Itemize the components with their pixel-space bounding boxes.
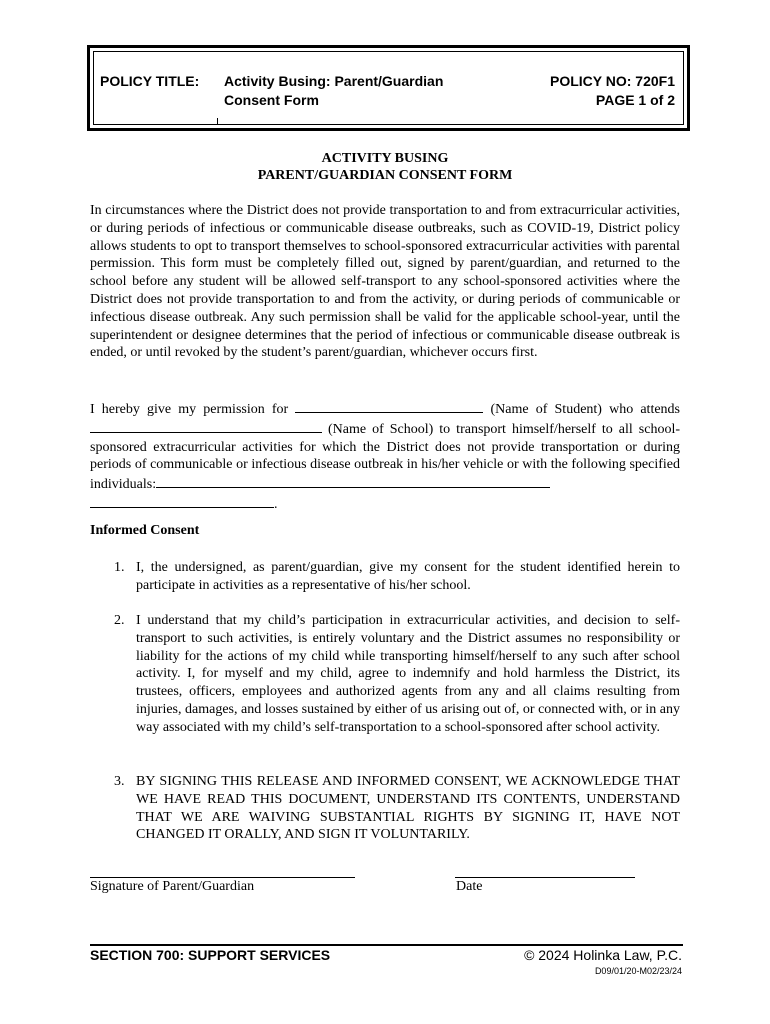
- individuals-field[interactable]: [156, 474, 550, 488]
- policy-title: [224, 72, 443, 110]
- permission-text-1: I hereby give my permission for: [90, 402, 289, 417]
- school-name-field[interactable]: [90, 419, 322, 433]
- permission-text-4: .: [274, 496, 278, 512]
- individuals-field-continued[interactable]: [90, 494, 274, 508]
- date-field[interactable]: [455, 877, 635, 878]
- signature-field[interactable]: [90, 877, 355, 878]
- permission-text-2: (Name of Student) who attends: [490, 402, 680, 417]
- document-title-line1: ACTIVITY BUSING: [321, 151, 449, 166]
- list-item: [114, 773, 680, 844]
- list-item-text: BY SIGNING THIS RELEASE AND INFORMED CONSENT, WE ACKNOWLEDGE THAT WE HAVE READ THIS DOCUMENT, UNDERSTAND ITS CONTENTS, UNDERSTAND THAT WE ARE WAIVING SUBSTANTIAL RIGHTS BY SIGNING IT, HAVE NOT CHANGED IT ORALLY, AND SIGN IT VOLUNTARILY.: [136, 774, 680, 843]
- document-title-line2: PARENT/GUARDIAN CONSENT FORM: [257, 168, 513, 183]
- policy-number-block: [550, 72, 675, 110]
- permission-paragraph: [90, 399, 680, 514]
- list-item: [114, 559, 680, 595]
- permission-text-3: (Name of School) to transport himself/herself to all school-sponsored extracurricular activities for which the District does not provide transportation or during periods of communicable or infectious disease outbreak in his/her vehicle or with the following specified individuals:: [90, 421, 681, 493]
- list-item-number: 1.: [114, 560, 125, 575]
- intro-paragraph: In circumstances where the District does not provide transportation to and from extracurricular activities, or during periods of infectious or communicable disease outbreaks, such as COVID-19, District policy allows students to opt to transport themselves to school-sponsored extracurricular activities with parental permission. This form must be completely filled out, signed by parent/guardian, and returned to the school before any student will be allowed self-transport to any school-sponsored activities where the District does not provide transportation to and from the activity, or during periods of communicable or infectious disease outbreak. Any such permission shall be valid for the applicable school-year, until the superintendent or designee determines that the period of infectious or communicable disease outbreak is ended, or until revoked by the student’s parent/guardian, whichever occurs first.: [90, 203, 680, 361]
- footer-copyright: © 2024 Holinka Law, P.C.: [524, 947, 682, 963]
- informed-consent-heading: Informed Consent: [90, 523, 200, 538]
- list-item-text: I, the undersigned, as parent/guardian, give my consent for the student identified herein to participate in activities as a representative of his/her school.: [136, 560, 680, 593]
- list-item: [114, 612, 680, 737]
- footer-revision-code: D09/01/20-M02/23/24: [594, 966, 682, 976]
- header-divider: [217, 118, 218, 124]
- document-title: [0, 150, 770, 184]
- list-item-number: 2.: [114, 613, 125, 628]
- footer-divider: [90, 944, 683, 946]
- policy-number: POLICY NO: 720F1: [549, 73, 675, 89]
- policy-header-inner: [93, 51, 684, 125]
- policy-header: [87, 45, 690, 131]
- footer-section: SECTION 700: SUPPORT SERVICES: [90, 947, 331, 963]
- signature-label: Signature of Parent/Guardian: [90, 879, 255, 894]
- policy-title-label: POLICY TITLE:: [100, 73, 200, 89]
- policy-title-line1: Activity Busing: Parent/Guardian: [224, 73, 444, 89]
- page-number: PAGE 1 of 2: [595, 92, 675, 108]
- student-name-field[interactable]: [295, 399, 483, 413]
- policy-title-line2: Consent Form: [224, 92, 319, 108]
- list-item-text: I understand that my child’s participation in extracurricular activities, and decision to self-transport to such activities, is entirely voluntary and the District assumes no responsibility or liability for the actions of my child while transporting himself/herself to any such after school activity. I, for myself and my child, agree to indemnify and hold harmless the District, its trustees, officers, employees and authorized agents from any and all claims resulting from injuries, damages, and losses sustained by either of us arising out of, or connected with, or in any way associated with my child’s self-transportation to a school-sponsored after school activity.: [136, 613, 680, 735]
- list-item-number: 3.: [114, 774, 125, 789]
- date-label: Date: [456, 879, 483, 894]
